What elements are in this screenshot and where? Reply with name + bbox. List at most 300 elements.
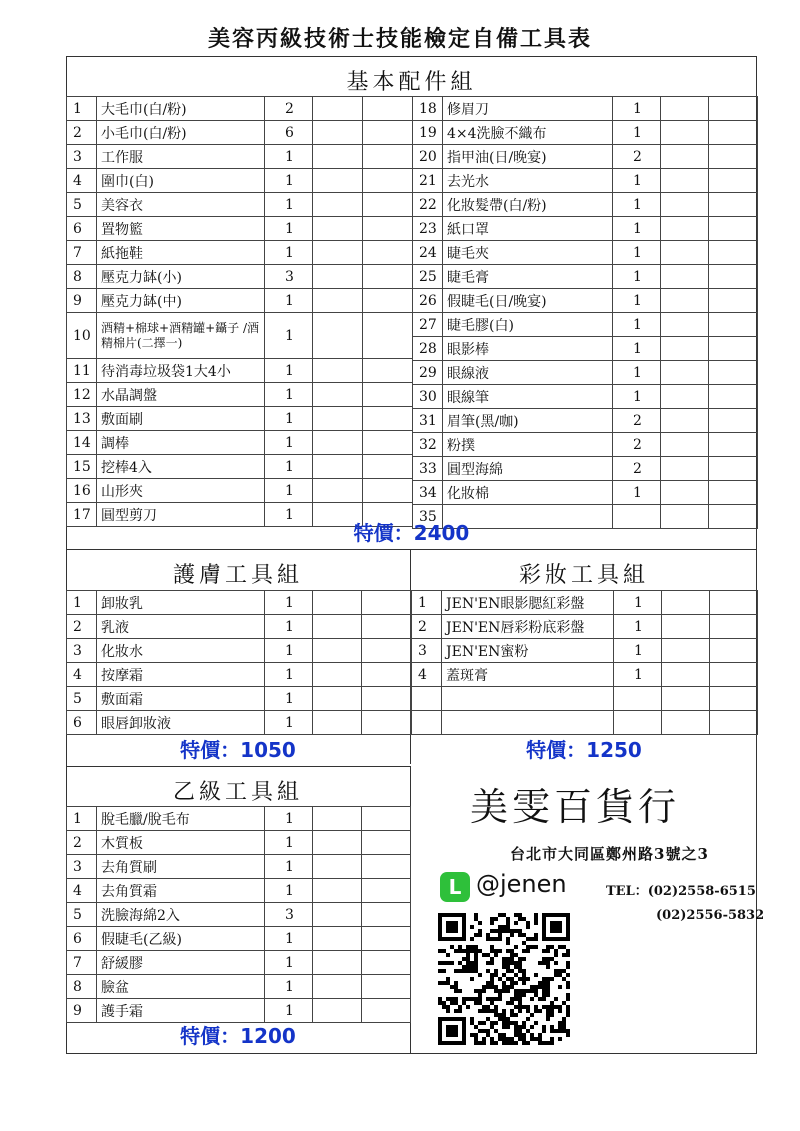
cell-blank: [363, 359, 413, 383]
cell-blank: [313, 313, 363, 359]
cell-name: 臉盆: [97, 975, 265, 999]
cell-qty: 1: [614, 615, 662, 639]
cell-name: [442, 711, 614, 735]
makeup-price: 特價：1250: [526, 738, 642, 762]
cell-blank: [661, 433, 709, 457]
table-row: [413, 481, 758, 505]
cell-blank: [313, 431, 363, 455]
cell-name: 紙口罩: [443, 217, 613, 241]
cell-n: 32: [413, 433, 443, 457]
cell-blank: [661, 337, 709, 361]
table-row: [413, 433, 758, 457]
cell-n: 7: [67, 241, 97, 265]
cell-name: 睫毛膏: [443, 265, 613, 289]
cell-name: 粉撲: [443, 433, 613, 457]
cell-n: 5: [67, 903, 97, 927]
table-row: [67, 455, 413, 479]
cell-blank: [661, 121, 709, 145]
table-row: [413, 337, 758, 361]
cell-name: JEN'EN蜜粉: [442, 639, 614, 663]
cell-n: 14: [67, 431, 97, 455]
cell-qty: 2: [613, 433, 661, 457]
cell-n: 1: [67, 807, 97, 831]
cell-blank: [363, 289, 413, 313]
cell-n: 28: [413, 337, 443, 361]
table-row: [67, 831, 411, 855]
table-row: [67, 687, 411, 711]
cell-qty: 1: [613, 481, 661, 505]
cell-name: 敷面刷: [97, 407, 265, 431]
cell-blank: [710, 615, 758, 639]
cell-blank: [363, 193, 413, 217]
cell-qty: 1: [265, 407, 313, 431]
table-row: [413, 361, 758, 385]
cell-name: 指甲油(日/晚宴): [443, 145, 613, 169]
table-row: [412, 663, 758, 687]
cell-name: 化妝水: [97, 639, 265, 663]
cell-blank: [313, 289, 363, 313]
cell-blank: [661, 289, 709, 313]
cell-blank: [661, 241, 709, 265]
cell-name: JEN'EN唇彩粉底彩盤: [442, 615, 614, 639]
basic-table-left: [66, 96, 413, 527]
cell-qty: 3: [265, 903, 313, 927]
table-row: [67, 265, 413, 289]
cell-blank: [313, 999, 362, 1023]
cell-n: 30: [413, 385, 443, 409]
cell-blank: [710, 687, 758, 711]
store-name: 美雯百貨行: [470, 785, 681, 829]
cell-blank: [313, 927, 362, 951]
cell-qty: 1: [265, 807, 313, 831]
cell-blank: [710, 591, 758, 615]
cell-blank: [363, 407, 413, 431]
cell-name: 木質板: [97, 831, 265, 855]
cell-n: 13: [67, 407, 97, 431]
cell-blank: [362, 927, 411, 951]
cell-blank: [313, 975, 362, 999]
cell-n: 33: [413, 457, 443, 481]
cell-qty: 6: [265, 121, 313, 145]
cell-qty: 1: [265, 591, 313, 615]
cell-qty: 1: [265, 639, 313, 663]
cell-blank: [313, 903, 362, 927]
cell-blank: [363, 121, 413, 145]
table-row: [67, 217, 413, 241]
cell-blank: [362, 711, 411, 735]
cell-n: 9: [67, 289, 97, 313]
cell-name: 酒精+棉球+酒精罐+鑷子 /酒精棉片(二擇一): [97, 313, 265, 359]
cell-blank: [709, 457, 758, 481]
cell-blank: [363, 241, 413, 265]
cell-blank: [313, 241, 363, 265]
cell-blank: [313, 831, 362, 855]
cell-name: JEN'EN眼影腮紅彩盤: [442, 591, 614, 615]
cell-n: 22: [413, 193, 443, 217]
skincare-table: [66, 590, 411, 735]
table-row: [67, 169, 413, 193]
cell-blank: [709, 97, 758, 121]
cell-blank: [661, 145, 709, 169]
cell-qty: 1: [614, 639, 662, 663]
cell-blank: [661, 217, 709, 241]
cell-qty: 1: [265, 687, 313, 711]
cell-qty: 1: [265, 383, 313, 407]
cell-name: 化妝棉: [443, 481, 613, 505]
table-row: [67, 241, 413, 265]
cell-qty: 1: [265, 927, 313, 951]
cell-n: 3: [412, 639, 442, 663]
cell-qty: 2: [613, 409, 661, 433]
cell-qty: 1: [265, 241, 313, 265]
cell-blank: [362, 615, 411, 639]
cell-blank: [661, 97, 709, 121]
gradeb-price: 特價：1200: [180, 1024, 296, 1048]
table-row: [413, 409, 758, 433]
cell-name: 美容衣: [97, 193, 265, 217]
cell-name: 去角質刷: [97, 855, 265, 879]
table-row: [67, 903, 411, 927]
cell-name: 大毛巾(白/粉): [97, 97, 265, 121]
cell-qty: 1: [613, 169, 661, 193]
cell-qty: 1: [265, 951, 313, 975]
cell-blank: [362, 999, 411, 1023]
cell-name: 待消毒垃圾袋1大4小: [97, 359, 265, 383]
cell-blank: [662, 663, 710, 687]
page-title: 美容丙級技術士技能檢定自備工具表: [207, 26, 592, 52]
cell-blank: [362, 639, 411, 663]
cell-blank: [661, 265, 709, 289]
cell-n: 27: [413, 313, 443, 337]
cell-n: 3: [67, 855, 97, 879]
cell-blank: [362, 591, 411, 615]
cell-blank: [710, 663, 758, 687]
cell-n: 29: [413, 361, 443, 385]
table-row: [67, 807, 411, 831]
cell-blank: [313, 407, 363, 431]
cell-qty: 1: [265, 711, 313, 735]
cell-qty: 1: [614, 663, 662, 687]
cell-name: 圍巾(白): [97, 169, 265, 193]
cell-qty: 2: [613, 457, 661, 481]
table-row: [67, 855, 411, 879]
cell-blank: [661, 169, 709, 193]
cell-name: 紙拖鞋: [97, 241, 265, 265]
cell-qty: 1: [265, 193, 313, 217]
cell-n: 6: [67, 217, 97, 241]
cell-blank: [362, 831, 411, 855]
table-row: [413, 121, 758, 145]
cell-blank: [362, 687, 411, 711]
table-row: [413, 193, 758, 217]
cell-blank: [362, 951, 411, 975]
cell-name: 眉筆(黑/咖): [443, 409, 613, 433]
cell-n: 8: [67, 265, 97, 289]
cell-n: 6: [67, 927, 97, 951]
cell-qty: 1: [613, 385, 661, 409]
cell-blank: [710, 711, 758, 735]
cell-n: 26: [413, 289, 443, 313]
line-id: @jenen: [476, 870, 567, 898]
table-row: [67, 359, 413, 383]
cell-blank: [363, 479, 413, 503]
cell-blank: [363, 313, 413, 359]
cell-name: 化妝髮帶(白/粉): [443, 193, 613, 217]
cell-blank: [313, 807, 362, 831]
cell-n: 2: [67, 615, 97, 639]
cell-n: 17: [67, 503, 97, 527]
cell-name: 眼線液: [443, 361, 613, 385]
cell-n: 34: [413, 481, 443, 505]
table-row: [413, 97, 758, 121]
cell-name: 去角質霜: [97, 879, 265, 903]
cell-blank: [709, 313, 758, 337]
cell-qty: 1: [613, 313, 661, 337]
cell-qty: 1: [613, 337, 661, 361]
table-row: [67, 927, 411, 951]
cell-qty: 2: [613, 145, 661, 169]
cell-qty: 1: [613, 97, 661, 121]
cell-n: 12: [67, 383, 97, 407]
cell-blank: [709, 385, 758, 409]
cell-blank: [363, 169, 413, 193]
cell-n: 19: [413, 121, 443, 145]
table-row: [67, 999, 411, 1023]
cell-qty: 1: [265, 217, 313, 241]
table-row: [67, 639, 411, 663]
cell-name: 置物籃: [97, 217, 265, 241]
cell-n: 18: [413, 97, 443, 121]
cell-n: 6: [67, 711, 97, 735]
cell-blank: [661, 409, 709, 433]
cell-blank: [709, 337, 758, 361]
cell-blank: [661, 481, 709, 505]
table-row: [413, 145, 758, 169]
cell-n: 4: [67, 663, 97, 687]
cell-blank: [313, 383, 363, 407]
cell-name: 4×4洗臉不織布: [443, 121, 613, 145]
cell-blank: [313, 265, 363, 289]
cell-blank: [709, 289, 758, 313]
cell-qty: 1: [265, 831, 313, 855]
basic-price: 特價：2400: [353, 521, 470, 545]
cell-name: 水晶調盤: [97, 383, 265, 407]
cell-name: 去光水: [443, 169, 613, 193]
cell-blank: [363, 145, 413, 169]
cell-name: 壓克力缽(中): [97, 289, 265, 313]
cell-n: 9: [67, 999, 97, 1023]
cell-n: 2: [412, 615, 442, 639]
cell-qty: 1: [613, 361, 661, 385]
cell-n: 4: [412, 663, 442, 687]
cell-qty: 1: [265, 975, 313, 999]
line-app-icon: L: [440, 872, 470, 902]
cell-blank: [313, 687, 362, 711]
cell-blank: [709, 409, 758, 433]
table-row: [412, 639, 758, 663]
cell-name: 修眉刀: [443, 97, 613, 121]
cell-qty: 1: [265, 145, 313, 169]
cell-name: 挖棒4入: [97, 455, 265, 479]
cell-blank: [363, 217, 413, 241]
cell-qty: 1: [265, 615, 313, 639]
cell-blank: [313, 879, 362, 903]
table-row: [67, 591, 411, 615]
cell-n: 4: [67, 879, 97, 903]
cell-n: 3: [67, 145, 97, 169]
cell-n: 5: [67, 193, 97, 217]
cell-blank: [709, 145, 758, 169]
cell-name: 睫毛夾: [443, 241, 613, 265]
cell-blank: [313, 711, 362, 735]
cell-name: 蓋斑膏: [442, 663, 614, 687]
cell-n: 25: [413, 265, 443, 289]
cell-qty: 3: [265, 265, 313, 289]
cell-qty: [614, 687, 662, 711]
cell-qty: [614, 711, 662, 735]
table-row: [67, 145, 413, 169]
cell-n: 1: [412, 591, 442, 615]
cell-qty: 1: [265, 359, 313, 383]
cell-blank: [661, 193, 709, 217]
cell-n: 16: [67, 479, 97, 503]
cell-blank: [662, 639, 710, 663]
cell-blank: [362, 807, 411, 831]
cell-blank: [709, 193, 758, 217]
table-row: [413, 457, 758, 481]
table-row: [413, 265, 758, 289]
skincare-section-title: 護膚工具組: [172, 563, 303, 588]
cell-blank: [709, 265, 758, 289]
cell-blank: [362, 879, 411, 903]
cell-name: 脫毛臘/脫毛布: [97, 807, 265, 831]
table-row: [67, 879, 411, 903]
cell-n: 23: [413, 217, 443, 241]
cell-blank: [313, 639, 362, 663]
cell-blank: [661, 385, 709, 409]
makeup-table: [411, 590, 758, 735]
table-row: [412, 687, 758, 711]
cell-name: 山形夾: [97, 479, 265, 503]
cell-qty: 1: [613, 241, 661, 265]
cell-blank: [363, 431, 413, 455]
cell-name: 護手霜: [97, 999, 265, 1023]
cell-name: 圓型剪刀: [97, 503, 265, 527]
qr-code-icon[interactable]: [438, 913, 570, 1045]
cell-blank: [363, 265, 413, 289]
cell-n: 10: [67, 313, 97, 359]
table-row: [67, 313, 413, 359]
gradeb-section-title: 乙級工具組: [172, 780, 303, 805]
table-row: [67, 663, 411, 687]
cell-name: 小毛巾(白/粉): [97, 121, 265, 145]
cell-qty: 1: [265, 455, 313, 479]
store-address: 台北市大同區鄭州路3號之3: [510, 845, 709, 863]
cell-blank: [662, 615, 710, 639]
cell-n: 2: [67, 831, 97, 855]
table-row: [67, 407, 413, 431]
cell-name: [442, 687, 614, 711]
cell-name: 睫毛膠(白): [443, 313, 613, 337]
cell-blank: [313, 479, 363, 503]
cell-blank: [313, 951, 362, 975]
cell-name: 眼線筆: [443, 385, 613, 409]
cell-name: 乳液: [97, 615, 265, 639]
cell-blank: [313, 663, 362, 687]
table-row: [67, 479, 413, 503]
table-row: [413, 313, 758, 337]
cell-blank: [363, 97, 413, 121]
cell-name: 洗臉海綿2入: [97, 903, 265, 927]
cell-name: 假睫毛(日/晚宴): [443, 289, 613, 313]
cell-name: 按摩霜: [97, 663, 265, 687]
makeup-section-title: 彩妝工具組: [518, 563, 649, 588]
gradeb-table: [66, 806, 411, 1023]
table-row: [412, 591, 758, 615]
cell-n: 5: [67, 687, 97, 711]
cell-name: 舒緩膠: [97, 951, 265, 975]
cell-blank: [313, 217, 363, 241]
cell-qty: 1: [265, 431, 313, 455]
cell-blank: [313, 97, 363, 121]
cell-blank: [362, 855, 411, 879]
cell-n: 24: [413, 241, 443, 265]
cell-n: 20: [413, 145, 443, 169]
cell-blank: [313, 615, 362, 639]
cell-n: 21: [413, 169, 443, 193]
cell-qty: 1: [265, 855, 313, 879]
cell-blank: [709, 121, 758, 145]
cell-qty: 1: [265, 879, 313, 903]
table-row: [67, 615, 411, 639]
cell-n: 1: [67, 591, 97, 615]
telephone-2: (02)2556-5832: [656, 908, 765, 923]
cell-name: 工作服: [97, 145, 265, 169]
basic-table-right: [412, 96, 758, 529]
cell-blank: [662, 591, 710, 615]
cell-blank: [709, 433, 758, 457]
cell-n: [412, 711, 442, 735]
cell-blank: [709, 169, 758, 193]
cell-blank: [313, 121, 363, 145]
cell-qty: 1: [613, 289, 661, 313]
table-row: [67, 431, 413, 455]
cell-name: 壓克力缽(小): [97, 265, 265, 289]
table-row: [413, 289, 758, 313]
cell-qty: 1: [265, 663, 313, 687]
cell-blank: [661, 457, 709, 481]
cell-qty: 2: [265, 97, 313, 121]
cell-qty: 1: [265, 313, 313, 359]
cell-qty: 1: [613, 217, 661, 241]
cell-blank: [362, 903, 411, 927]
cell-blank: [662, 687, 710, 711]
cell-qty: 1: [265, 169, 313, 193]
cell-blank: [709, 481, 758, 505]
cell-qty: 1: [265, 289, 313, 313]
table-row: [413, 385, 758, 409]
cell-name: 眼影棒: [443, 337, 613, 361]
cell-blank: [662, 711, 710, 735]
cell-n: [412, 687, 442, 711]
skincare-price: 特價：1050: [180, 738, 296, 762]
cell-name: 圓型海綿: [443, 457, 613, 481]
cell-n: 8: [67, 975, 97, 999]
table-row: [413, 241, 758, 265]
table-row: [67, 383, 413, 407]
cell-name: 卸妝乳: [97, 591, 265, 615]
cell-qty: 1: [265, 999, 313, 1023]
